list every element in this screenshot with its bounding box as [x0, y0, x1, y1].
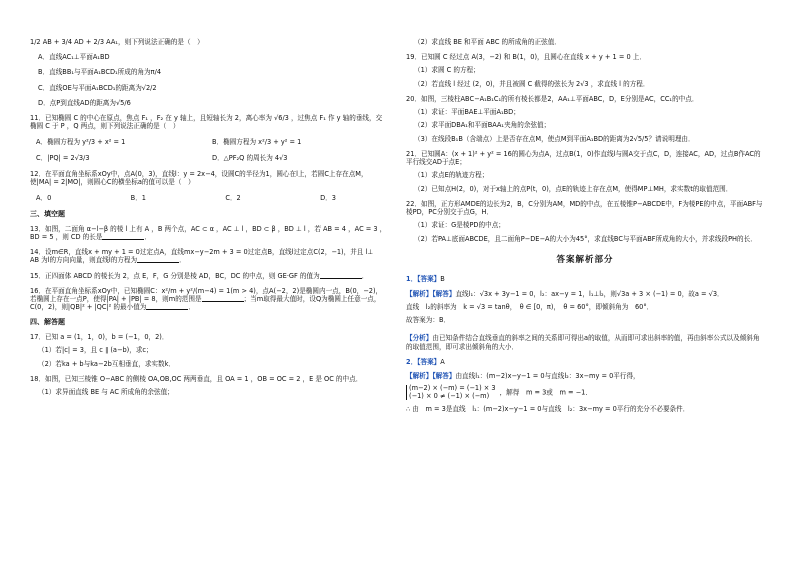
answer-1-final: 故答案为：B．: [406, 316, 451, 325]
answer-2-system: [406, 385, 764, 400]
answer-2-number: 2．: [406, 357, 418, 366]
answer-1-number: 1．: [406, 275, 418, 284]
q12-option-b: B．1: [130, 193, 146, 202]
answer-blank: [137, 256, 179, 263]
q22-part1: （1）求证：G是棱PD的中点；: [414, 221, 505, 230]
q15-text: 15．正四面体 ABCD 的棱长为 2，点 E，F，G 分别是棱 AD，BC，DC 的中点，则 GE·GF 的值为: [30, 271, 320, 280]
q13-stem: 13．如图，二面角 α−l−β 的棱 l 上有 A ，B 两个点，AC ⊂ α ，AC ⊥ l ，BD ⊂ β ，BD ⊥ l ，若 AB = 4 ，AC = 3 ，BD = 5 ，则 CD 的长是 ．: [30, 224, 387, 241]
answer-1-explanation: [406, 290, 764, 298]
answer-2-solve: ，解得 m = 3或 m = −1．: [499, 388, 592, 397]
q10-option-d: D．点P到直线AD的距离为√5/6: [38, 98, 131, 107]
q20-part1: （1）求证：平面BAE⊥平面A₁BD；: [414, 108, 520, 117]
q10-option-b: B．直线BB₁与平面A₁BCD₁所成的角为π/4: [38, 68, 162, 77]
answer-1-label: 【答案】: [417, 275, 441, 284]
equation-system: [406, 385, 496, 400]
q10-expression: 1/2 AB + 3/4 AD + 2/3 AA₁，则下列说法正确的是（ ）: [30, 38, 204, 46]
answer-blank: [320, 272, 362, 279]
q19-stem: 19．已知圆 C 经过点 A(3，−2) 和 B(1，0)，且圆心在直线 x + y + 1 = 0 上．: [406, 53, 646, 62]
q16-text-1: 16．在平面直角坐标系xOy中，已知椭圆C：x²/m + y²/(m−4) = 1(m > 4)，点A(−2，2)是椭圆内一点，B(0，−2)，: [30, 286, 383, 295]
q16-stem: 16．在平面直角坐标系xOy中，已知椭圆C：x²/m + y²/(m−4) = 1(m > 4)，点A(−2，2)是椭圆内一点，B(0，−2)， 若椭圆上存在一点P，使得|PA| + |PB| = 8，则m的范围是 ；当m取得最大值时，设Q为椭圆上任意一点，C(0，2)，则|QB|² + |QC|² 的最小值为 ．: [30, 286, 383, 312]
q13-text: 13．如图，二面角 α−l−β 的棱 l 上有 A ，B 两个点，AC ⊂ α ，AC ⊥ l ，BD ⊂ β ，BD ⊥ l ，若 AB = 4 ，AC = 3 ，BD = 5 ，则 CD 的长是: [30, 224, 387, 241]
q17-stem: 17．已知 a = (1，1，0)，b = (−1，0，2)．: [30, 333, 169, 342]
q20-stem: 20．如图，三棱柱ABC−A₁B₁C₁的所有棱长都是2，AA₁⊥平面ABC，D，E分别是AC，CC₁的中点．: [406, 94, 699, 103]
q12-stem: 12．在平面直角坐标系xOy中，点A(0，3)，直线l：y = 2x−4，设圆C的半径为1，圆心在l上，若圆C上存在点M，使|MA| = 2|MO|，则圆心C的横坐标a的值可以是（ ）: [30, 170, 368, 187]
answer-1-header: [406, 275, 764, 283]
section-fill-in-heading: 三、填空题: [30, 209, 65, 218]
q21-part2: （2）已知点H(2，0)，对于x轴上的点P(t，0)，点E的轨迹上存在点M，使得MP⊥MH，求实数t的取值范围．: [414, 184, 733, 193]
answer-blank: [202, 295, 244, 302]
q14-text-2: AB 为l的方向向量，则直线l的方程为: [30, 256, 138, 265]
answer-1-value: B: [440, 275, 445, 284]
q22-part2: （2）若PA⊥底面ABCDE，且二面角P−DE−A的大小为45°，求直线BC与平面ABF所成角的大小，并求线段PH的长．: [414, 234, 757, 243]
answer-2-label: 【答案】: [417, 357, 441, 366]
answer-2-value: A: [440, 357, 445, 366]
answer-2-expl-tag: 【解析】【解答】: [406, 372, 456, 381]
q11-stem: 11．已知椭圆 C 的中心在原点，焦点 F₁ ，F₂ 在 y 轴上，且短轴长为 2，离心率为 √6/3 ，过焦点 F₁ 作 y 轴的垂线，交椭圆 C 于 P ，Q 两点，则下列说法正确的是（ ）: [30, 114, 383, 131]
q15-stem: 15．正四面体 ABCD 的棱长为 2，点 E，F，G 分别是棱 AD，BC，DC 的中点，则 GE·GF 的值为 ．: [30, 271, 369, 280]
q11-options-row2: [36, 154, 388, 162]
answer-blank: [146, 303, 188, 310]
q12-option-d: D．3: [320, 193, 336, 202]
q18-part1: （1）求异面直线 BE 与 AC 所成角的余弦值；: [38, 388, 174, 397]
q11-option-a: A．椭圆方程为 y²/3 + x² = 1: [36, 137, 126, 146]
answer-1-expl-text: 直线l₁：√3x + 3y−1 = 0，l₂：ax−y = 1，l₁⊥l₂，则√3a + 3 × (−1) = 0，故a = √3．: [455, 289, 724, 298]
answer-1-analysis-text: 由已知条件结合直线垂直的斜率之间的关系即可得出a的取值，从而即可求出斜率的值，再由斜率公式以及倾斜角的取值范围，即可求出倾斜角的大小．: [406, 334, 760, 351]
q12-option-a: A．0: [36, 193, 52, 202]
q11-option-c: C．|PQ| = 2√3/3: [36, 153, 90, 162]
answer-2-final: ∴ 由 m = 3是直线 l₁：(m−2)x−y−1 = 0与直线 l₂：3x−my = 0平行的充分不必要条件．: [406, 405, 690, 414]
left-column: [30, 38, 388, 403]
q22-stem: 22．如图，正方形AMDE的边长为2，B，C分别为AM，MD的中点，在五棱锥P−ABCDE中，F为棱PE的中点，平面ABF与棱PD，PC分别交于点G，H．: [406, 199, 763, 217]
answers-section-title: 答案解析部分: [556, 254, 614, 265]
q20-part3: （3）在线段B₁B（含端点）上是否存在点M，使点M到平面A₁BD的距离为2√5/5？请说明理由．: [414, 134, 695, 143]
q16-text-2: 若椭圆上存在一点P，使得|PA| + |PB| = 8，则m的范围是: [30, 294, 202, 303]
system-line-2: (−1) × 0 ≠ (−1) × (−m): [409, 391, 490, 400]
q12-options: [36, 194, 336, 202]
section-solutions-heading: 四、解答题: [30, 318, 65, 327]
q11-options-row1: [36, 138, 388, 146]
q17-part2: （2）若ka + b与ka−2b互相垂直，求实数k．: [38, 359, 176, 368]
q19-part1: （1）求圆 C 的方程；: [414, 66, 480, 75]
q12-option-c: C．2: [225, 193, 241, 202]
q10-option-c: C．直线OE与平面A₁BCD₁的距离为√2/2: [38, 83, 157, 92]
q14-text-1: 14．设m∈R，直线x + my + 1 = 0过定点A，直线mx−y−2m + 3 = 0过定点B，直线l过定点C(2，−1)，并且 l⊥: [30, 248, 374, 257]
q17-part1: （1）若|c| = 3，且 c ∥ (a−b)，求c；: [38, 346, 153, 355]
answer-2-expl-text: 由直线l₁：(m−2)x−y−1 = 0与直线l₂：3x−my = 0平行得，: [455, 372, 640, 381]
answer-2-explanation: [406, 372, 764, 380]
system-line-1: (m−2) × (−m) = (−1) × 3: [409, 384, 496, 393]
q18-stem: 18．如图，已知三棱锥 O−ABC 的侧棱 OA,OB,OC 两两垂直，且 OA = 1 ，OB = OC = 2 ，E 是 OC 的中点．: [30, 374, 363, 383]
answer-blank: [102, 233, 144, 240]
q16-text-3: ；当m取得最大值时，设Q为椭圆上任意一点，C(0，2)，则|QB|² + |QC|² 的最小值为: [30, 294, 381, 312]
q20-part2: （2）求平面DBA₁和平面BAA₁夹角的余弦值；: [414, 121, 551, 130]
q18-part2: （2）求直线 BE 和平面 ABC 的所成角的正弦值．: [414, 38, 561, 46]
answer-1-analysis-tag: 【分析】: [406, 334, 433, 343]
q11-option-d: D．△PF₂Q 的周长为 4√3: [212, 153, 288, 162]
right-column: [406, 38, 764, 421]
answer-1-expl-tag: 【解析】【解答】: [406, 289, 456, 298]
answer-2-header: [406, 358, 764, 366]
q21-part1: （1）求点E的轨迹方程；: [414, 171, 489, 180]
q10-option-a: A．直线AC₁⊥平面A₁BD: [38, 53, 110, 62]
q11-option-b: B．椭圆方程为 x²/3 + y² = 1: [212, 137, 302, 146]
q21-stem: 21．已知圆A：(x + 1)² + y² = 16的圆心为点A，过点B(1，0)作直线l与圆A交于点C，D，连接AC，AD，过点B作AC的平行线交AD于点E；: [406, 149, 761, 167]
q19-part2: （2）若直线 l 经过 (2，0)，并且被圆 C 截得的弦长为 2√3 ，求直线 l 的方程．: [414, 79, 650, 88]
q14-stem: 14．设m∈R，直线x + my + 1 = 0过定点A，直线mx−y−2m + 3 = 0过定点B，直线l过定点C(2，−1)，并且 l⊥ AB 为l的方向向量，则直线l的方程为 ．: [30, 248, 374, 265]
answer-1-explanation-2: 直线 l₂的斜率为 k = √3 = tanθ， θ ∈ [0，π)， θ = 60°，即倾斜角为 60°．: [406, 302, 654, 311]
answer-1-analysis: [406, 334, 764, 350]
